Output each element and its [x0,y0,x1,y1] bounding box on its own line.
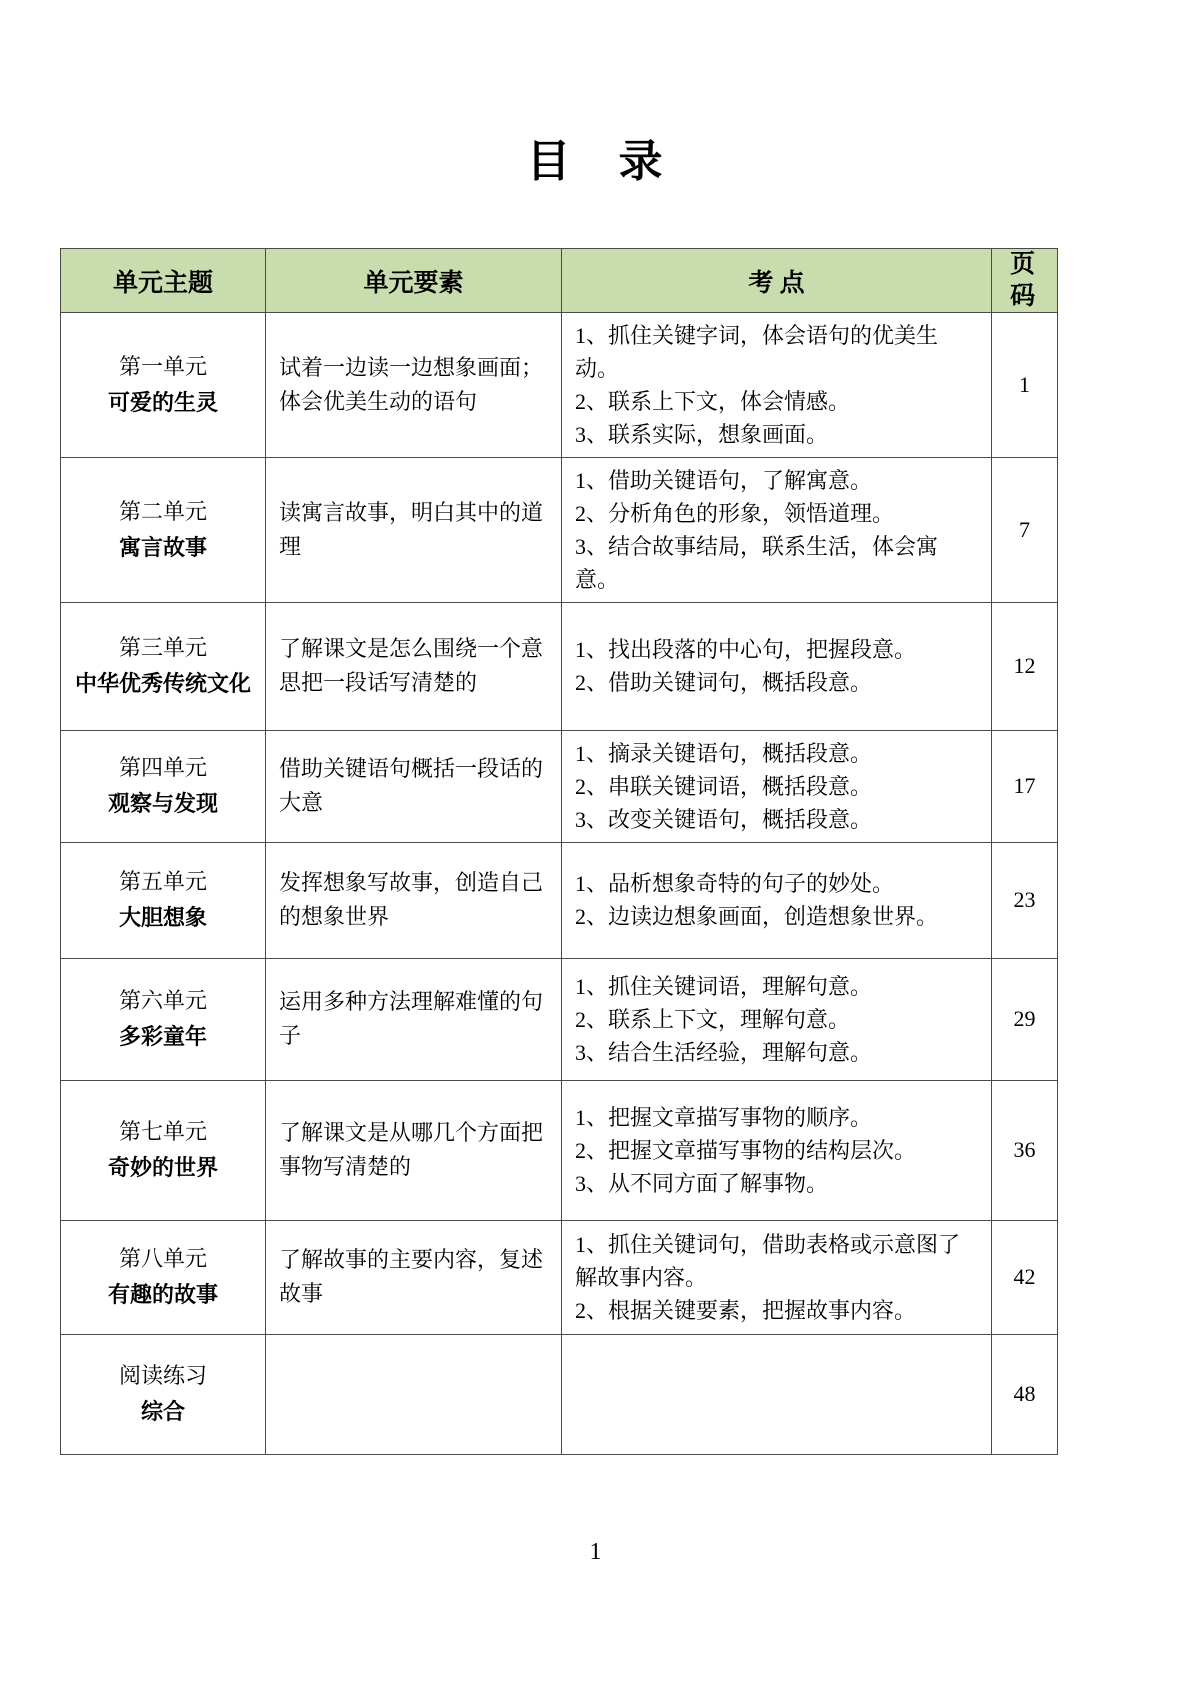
exam-point: 1、抓住关键词语，理解句意。 [575,973,873,999]
unit-theme: 观察与发现 [107,791,218,817]
exam-point: 1、借助关键语句，了解寓意。 [575,467,873,493]
unit-theme-cell [61,1334,266,1454]
unit-theme-cell [61,602,266,730]
header-page-number-label: 页码 [1010,251,1036,310]
exam-points-cell [562,1334,992,1454]
exam-points-cell [562,457,992,602]
header-page-number [992,249,1058,313]
page-number: 42 [992,1220,1058,1334]
exam-point: 3、从不同方面了解事物。 [575,1170,829,1196]
unit-elements: 读寓言故事，明白其中的道理 [266,457,562,602]
page-title: 目 录 [526,137,665,186]
unit-label: 第八单元 [118,1246,207,1272]
exam-points-cell [562,730,992,842]
exam-point: 2、分析角色的形象，领悟道理。 [575,500,895,526]
exam-points-cell [562,1080,992,1220]
unit-theme: 综合 [140,1399,185,1425]
unit-theme-cell [61,842,266,958]
table-row [61,730,1058,842]
page-number: 29 [992,958,1058,1080]
unit-elements: 了解课文是从哪几个方面把事物写清楚的 [266,1080,562,1220]
unit-theme: 有趣的故事 [107,1282,218,1308]
table-row [61,1080,1058,1220]
unit-elements: 借助关键语句概括一段话的大意 [266,730,562,842]
exam-point: 2、联系上下文，体会情感。 [575,388,851,414]
unit-elements: 发挥想象写故事，创造自己的想象世界 [266,842,562,958]
unit-elements [266,1334,562,1454]
toc-table [60,248,1058,1455]
page-number: 1 [992,312,1058,457]
exam-points-cell [562,312,992,457]
table-row [61,312,1058,457]
page-number: 23 [992,842,1058,958]
unit-label: 第一单元 [118,353,207,379]
unit-theme-cell [61,1080,266,1220]
table-row [61,1220,1058,1334]
exam-point: 2、联系上下文，理解句意。 [575,1006,851,1032]
table-row [61,842,1058,958]
unit-elements: 了解课文是怎么围绕一个意思把一段话写清楚的 [266,602,562,730]
table-row [61,457,1058,602]
exam-points-cell [562,958,992,1080]
exam-points-cell [562,602,992,730]
header-exam-points: 考 点 [562,249,992,313]
exam-point: 3、结合故事结局，联系生活，体会寓意。 [575,533,939,592]
unit-theme: 多彩童年 [118,1024,207,1050]
exam-point: 2、串联关键词语，概括段意。 [575,773,873,799]
unit-elements: 了解故事的主要内容，复述故事 [266,1220,562,1334]
exam-point: 3、联系实际，想象画面。 [575,421,829,447]
exam-point: 1、抓住关键词句，借助表格或示意图了解故事内容。 [575,1231,961,1290]
exam-point: 1、把握文章描写事物的顺序。 [575,1104,873,1130]
exam-point: 1、摘录关键语句，概括段意。 [575,740,873,766]
page-number: 48 [992,1334,1058,1454]
exam-point: 2、借助关键词句，概括段意。 [575,670,873,696]
unit-theme: 寓言故事 [118,534,207,560]
exam-point: 1、品析想象奇特的句子的妙处。 [575,871,895,897]
exam-points-cell [562,1220,992,1334]
exam-points-cell [562,842,992,958]
page-number: 36 [992,1080,1058,1220]
exam-point: 2、把握文章描写事物的结构层次。 [575,1137,917,1163]
page-number: 17 [992,730,1058,842]
unit-theme-cell [61,958,266,1080]
unit-theme: 可爱的生灵 [107,389,218,415]
unit-elements: 运用多种方法理解难懂的句子 [266,958,562,1080]
exam-point: 3、结合生活经验，理解句意。 [575,1039,873,1065]
exam-point: 3、改变关键语句，概括段意。 [575,806,873,832]
table-row [61,958,1058,1080]
unit-theme-cell [61,312,266,457]
exam-point: 2、根据关键要素，把握故事内容。 [575,1297,917,1323]
unit-label: 阅读练习 [118,1363,207,1389]
table-row [61,1334,1058,1454]
unit-theme-cell [61,730,266,842]
unit-label: 第五单元 [118,869,207,895]
exam-point: 1、抓住关键字词，体会语句的优美生动。 [575,322,939,381]
page-number: 12 [992,602,1058,730]
page-number: 7 [992,457,1058,602]
unit-theme: 中华优秀传统文化 [74,671,251,697]
unit-label: 第三单元 [118,635,207,661]
unit-theme: 大胆想象 [118,905,207,931]
unit-label: 第二单元 [118,498,207,524]
exam-point: 2、边读边想象画面，创造想象世界。 [575,904,939,930]
footer-page-number: 1 [589,1539,602,1565]
unit-theme: 奇妙的世界 [107,1155,218,1181]
unit-theme-cell [61,457,266,602]
exam-point: 1、找出段落的中心句，把握段意。 [575,637,917,663]
unit-theme-cell [61,1220,266,1334]
unit-label: 第六单元 [118,988,207,1014]
header-unit-theme: 单元主题 [61,249,266,313]
table-header-row [61,249,1058,313]
header-unit-elements: 单元要素 [266,249,562,313]
unit-elements: 试着一边读一边想象画面；体会优美生动的语句 [266,312,562,457]
table-row [61,602,1058,730]
unit-label: 第四单元 [118,755,207,781]
unit-label: 第七单元 [118,1119,207,1145]
